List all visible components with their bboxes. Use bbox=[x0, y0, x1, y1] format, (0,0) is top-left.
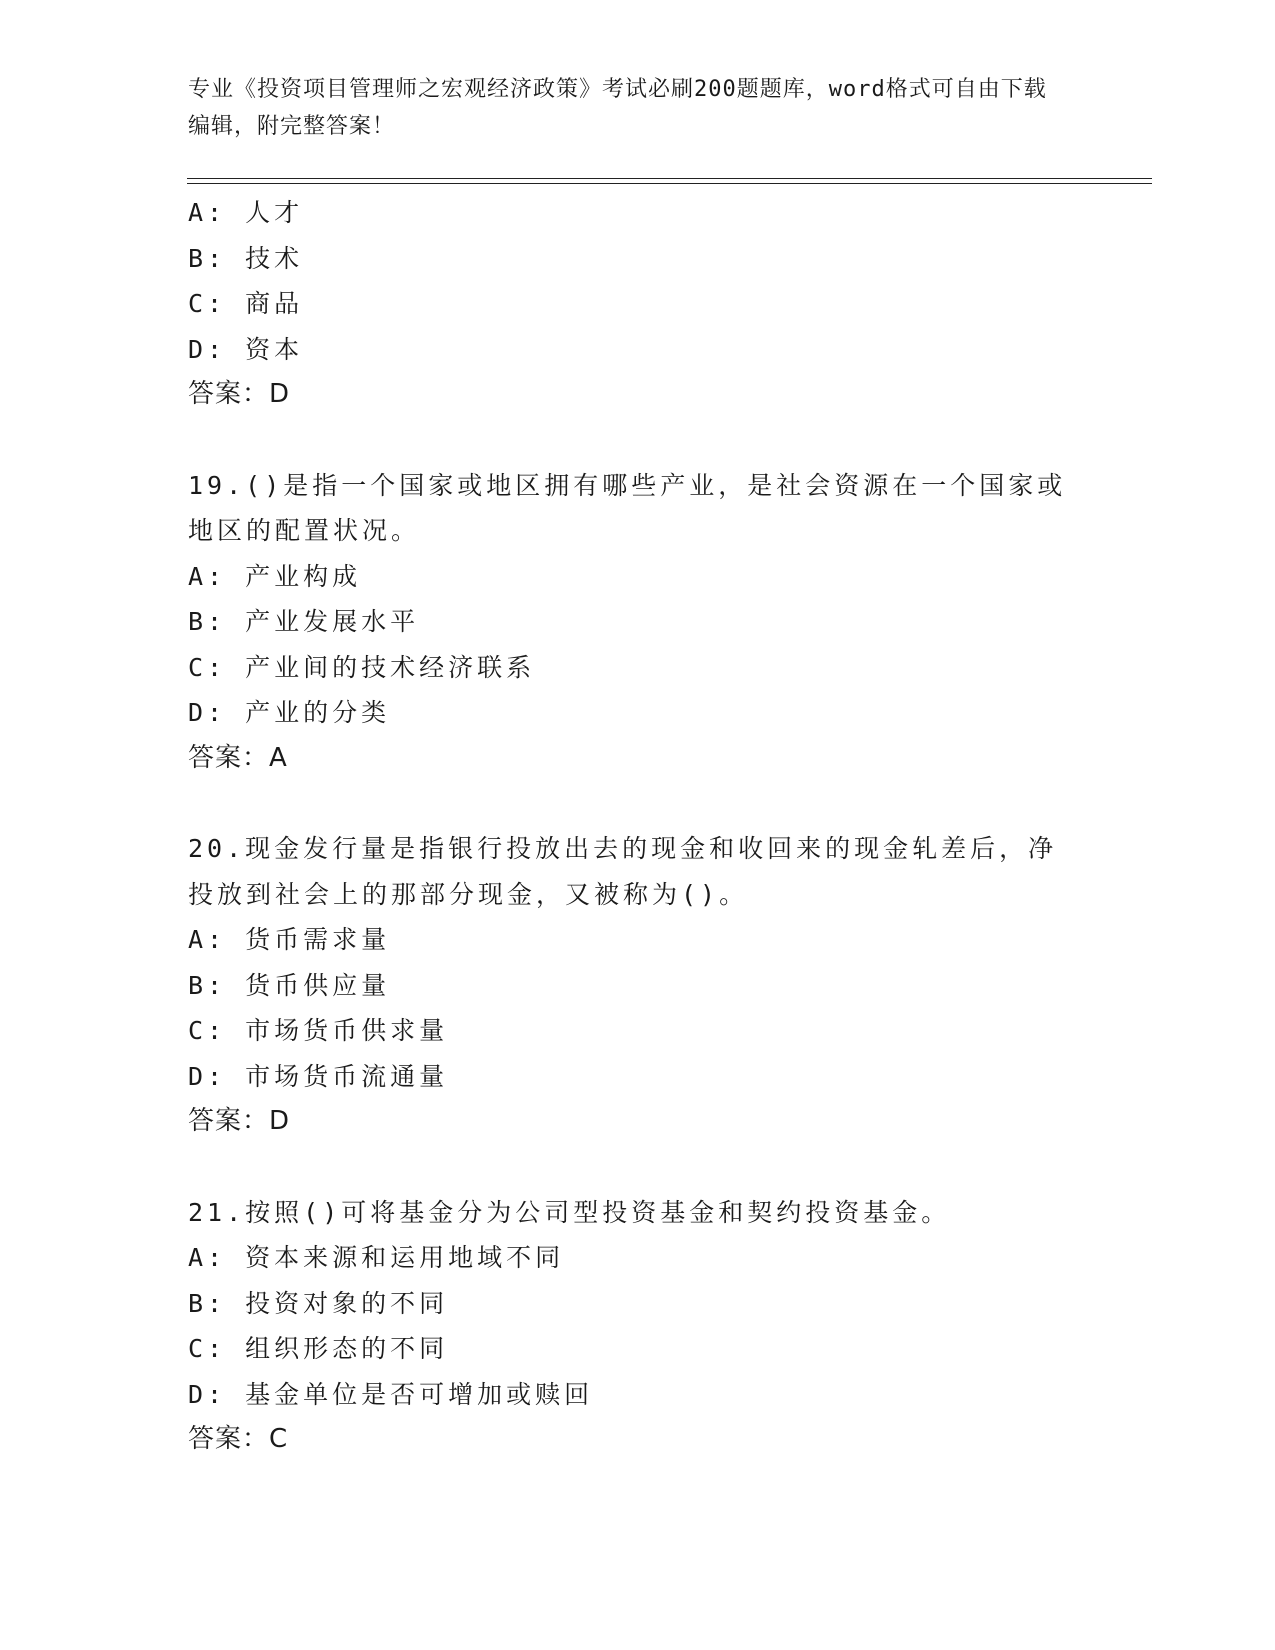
option-d: D: 市场货币流通量 bbox=[188, 1061, 449, 1091]
question-stem: 21.按照()可将基金分为公司型投资基金和契约投资基金。 bbox=[188, 1197, 951, 1227]
question-19 bbox=[188, 463, 1088, 782]
option-b: B: 产业发展水平 bbox=[188, 607, 420, 636]
answer-line: 答案：D bbox=[188, 379, 291, 409]
question-stem: 20.现金发行量是指银行投放出去的现金和收回来的现金轧差后，净投放到社会上的那部分现金，又被称为()。 bbox=[188, 834, 1058, 909]
document-header: 专业《投资项目管理师之宏观经济政策》考试必刷200题题库，word格式可自由下载编辑，附完整答案！ bbox=[188, 77, 1047, 139]
option-d: D: 基金单位是否可增加或赎回 bbox=[188, 1379, 594, 1409]
option-a: A: 资本来源和运用地域不同 bbox=[188, 1243, 565, 1272]
option-d: D: 资本 bbox=[188, 334, 304, 364]
question-20 bbox=[188, 826, 1088, 1145]
answer-line: 答案：A bbox=[188, 742, 288, 773]
option-c: C: 产业间的技术经济联系 bbox=[188, 652, 536, 682]
option-c: C: 市场货币供求量 bbox=[188, 1016, 449, 1045]
answer-line: 答案：D bbox=[188, 1106, 291, 1136]
option-c: C: 商品 bbox=[188, 289, 304, 318]
header-divider-bottom bbox=[187, 183, 1152, 184]
question-list bbox=[188, 190, 1088, 1463]
question-18-continued bbox=[188, 190, 1088, 418]
option-d: D: 产业的分类 bbox=[188, 698, 391, 727]
option-b: B: 投资对象的不同 bbox=[188, 1288, 449, 1318]
header-divider-top bbox=[187, 178, 1152, 179]
option-a: A: 人才 bbox=[188, 198, 304, 227]
option-c: C: 组织形态的不同 bbox=[188, 1334, 449, 1363]
option-b: B: 货币供应量 bbox=[188, 970, 391, 1000]
option-a: A: 产业构成 bbox=[188, 561, 362, 591]
question-stem: 19.()是指一个国家或地区拥有哪些产业，是社会资源在一个国家或地区的配置状况。 bbox=[188, 470, 1067, 545]
answer-line: 答案：C bbox=[188, 1424, 289, 1454]
option-b: B: 技术 bbox=[188, 243, 304, 273]
question-21 bbox=[188, 1190, 1088, 1463]
option-a: A: 货币需求量 bbox=[188, 925, 391, 954]
